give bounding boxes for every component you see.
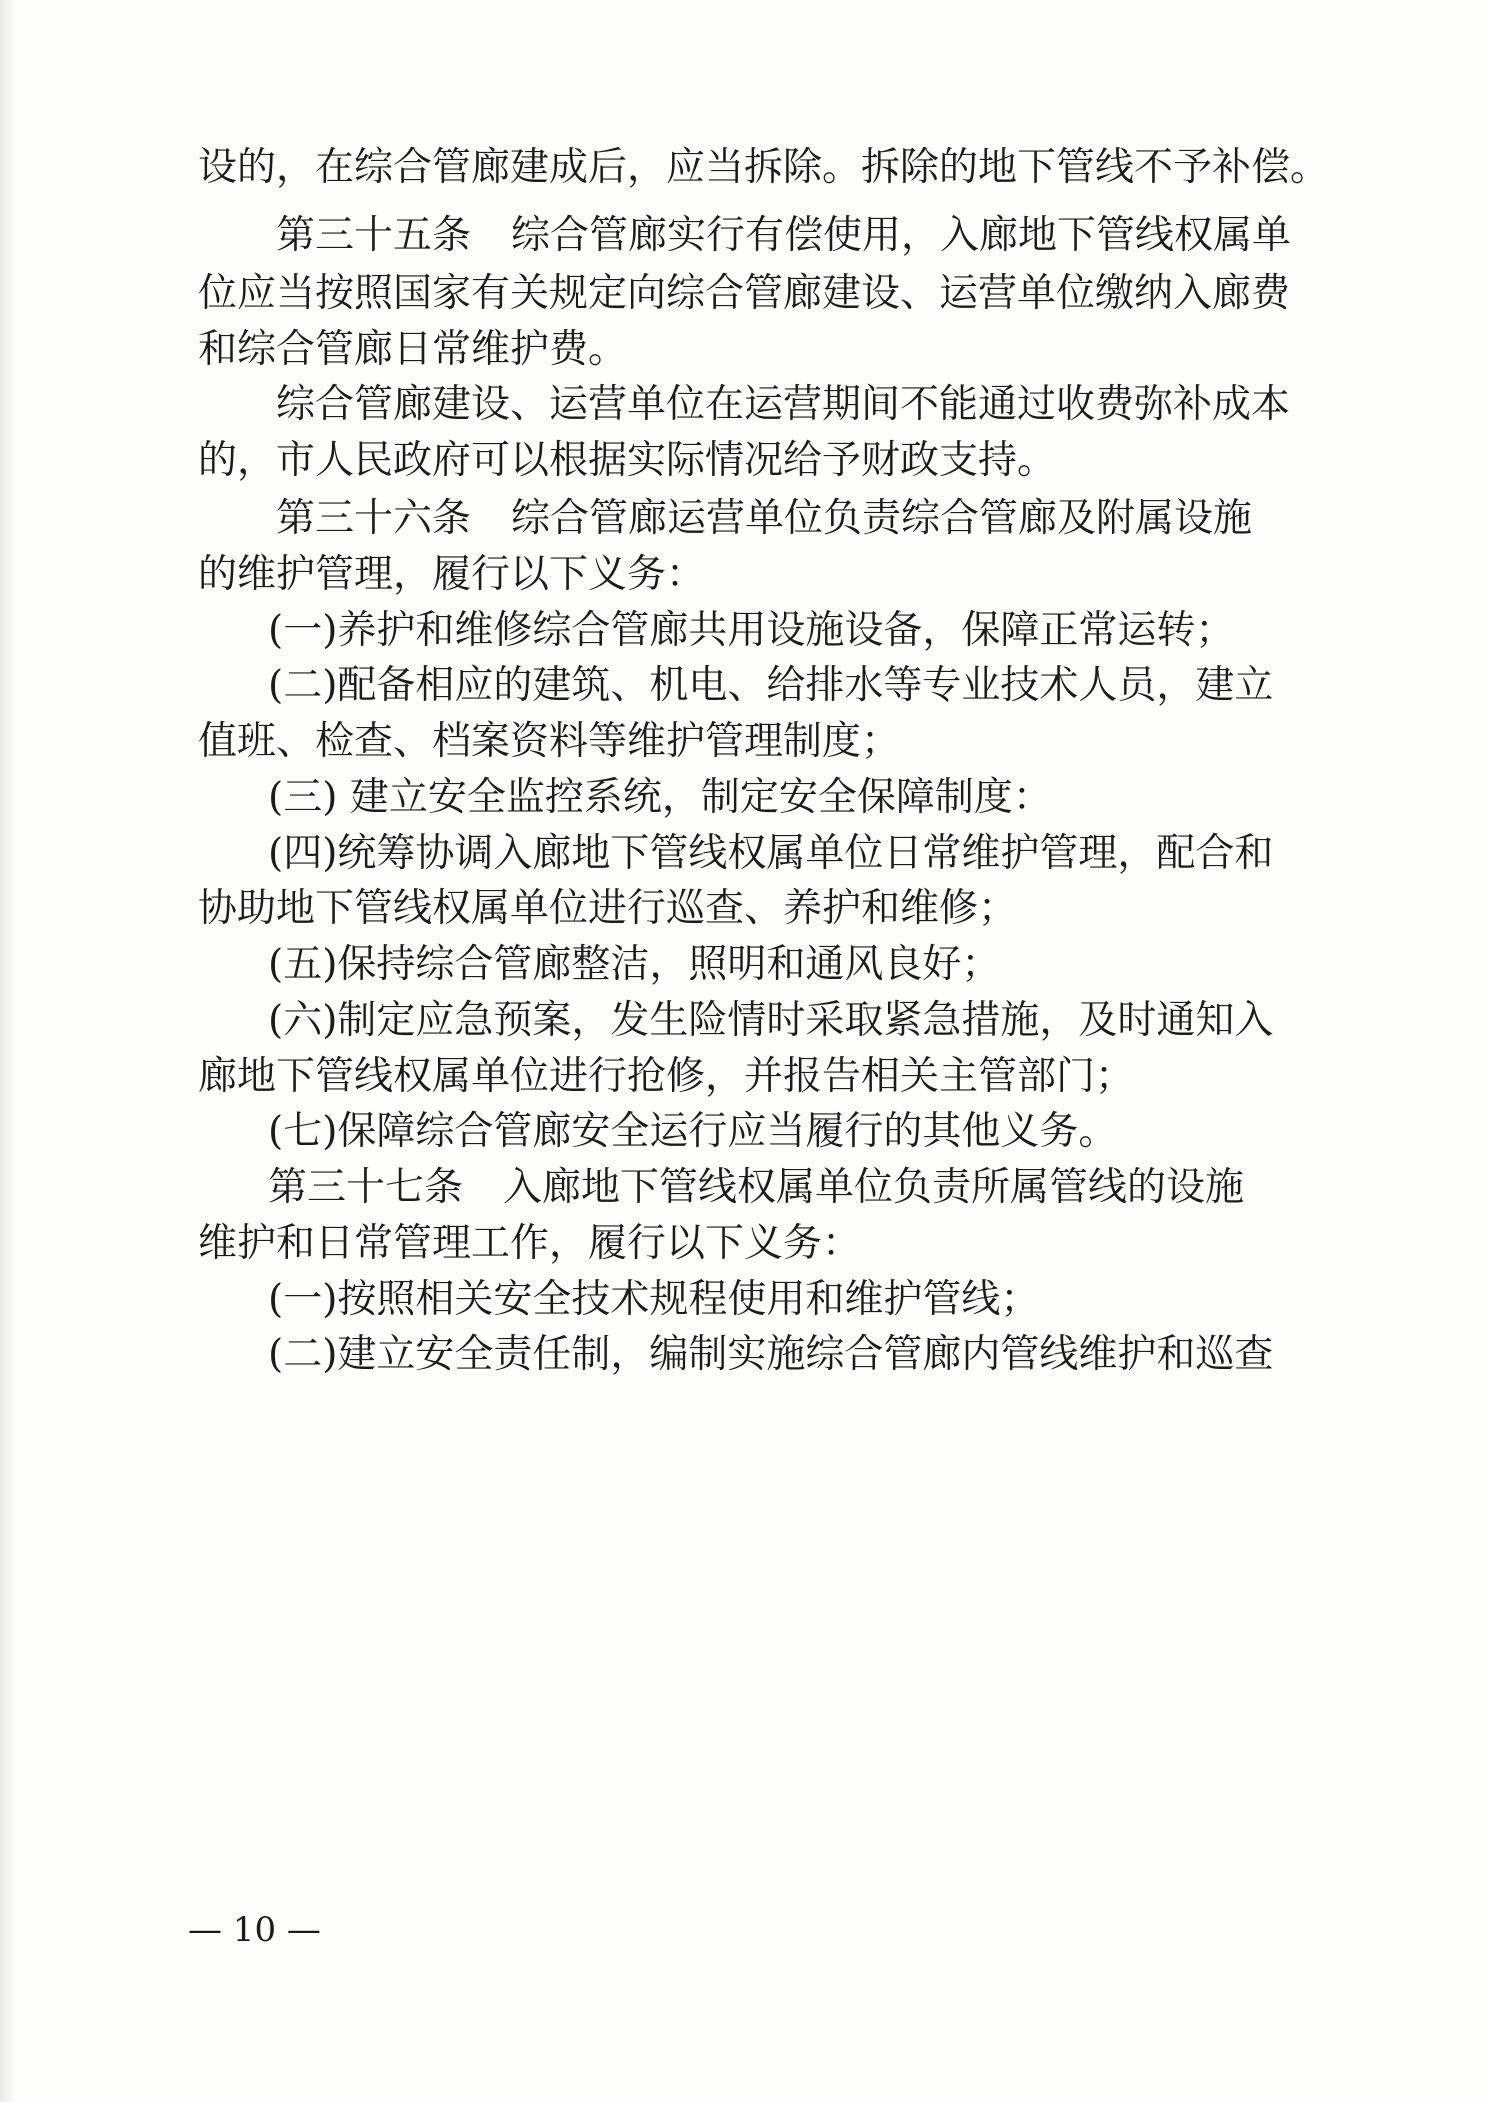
text-line: 的，市人民政府可以根据实际情况给予财政支持。 [198, 438, 1057, 483]
list-item: (七)保障综合管廊安全运行应当履行的其他义务。 [268, 1109, 1118, 1154]
text-line: 和综合管廊日常维护费。 [198, 327, 628, 372]
list-item: (六)制定应急预案，发生险情时采取紧急措施，及时通知入 [268, 998, 1274, 1043]
list-item: (二)建立安全责任制，编制实施综合管廊内管线维护和巡查 [268, 1332, 1274, 1377]
article-number: 第三十七条 [268, 1165, 464, 1210]
text-line: 位应当按照国家有关规定向综合管廊建设、运营单位缴纳入廊费 [198, 271, 1291, 316]
article-line [276, 494, 1252, 544]
page-number: — 10 — [188, 1910, 321, 1950]
text-line: 廊地下管线权属单位进行抢修，并报告相关主管部门； [198, 1054, 1135, 1099]
list-item: (一)养护和维修综合管廊共用设施设备，保障正常运转； [268, 608, 1235, 653]
text-line: 的维护管理，履行以下义务： [198, 552, 706, 597]
list-item: (四)统筹协调入廊地下管线权属单位日常维护管理，配合和 [268, 831, 1274, 876]
text-line: 维护和日常管理工作，履行以下义务： [198, 1221, 862, 1266]
article-number: 第三十六条 [276, 496, 472, 541]
text-line: 值班、检查、档案资料等维护管理制度； [198, 719, 901, 764]
article-number: 第三十五条 [276, 213, 472, 258]
list-item: (二)配备相应的建筑、机电、给排水等专业技术人员，建立 [268, 663, 1274, 708]
list-item: (一)按照相关安全技术规程使用和维护管线； [268, 1277, 1040, 1322]
list-item: (五)保持综合管廊整洁，照明和通风良好； [268, 942, 1001, 987]
scan-edge-shadow [0, 0, 14, 2102]
text-line: 设的，在综合管廊建成后，应当拆除。拆除的地下管线不予补偿。 [198, 145, 1330, 190]
text-line: 协助地下管线权属单位进行巡查、养护和维修； [198, 886, 1018, 931]
article-line [276, 211, 1291, 261]
article-text: 入廊地下管线权属单位负责所属管线的设施 [503, 1165, 1245, 1210]
list-item: (三) 建立安全监控系统，制定安全保障制度： [268, 775, 1052, 820]
article-line [268, 1163, 1244, 1213]
article-text: 综合管廊运营单位负责综合管廊及附属设施 [511, 496, 1253, 541]
paragraph-start-line: 综合管廊建设、运营单位在运营期间不能通过收费弥补成本 [276, 382, 1291, 427]
article-text: 综合管廊实行有偿使用，入廊地下管线权属单 [511, 213, 1292, 258]
